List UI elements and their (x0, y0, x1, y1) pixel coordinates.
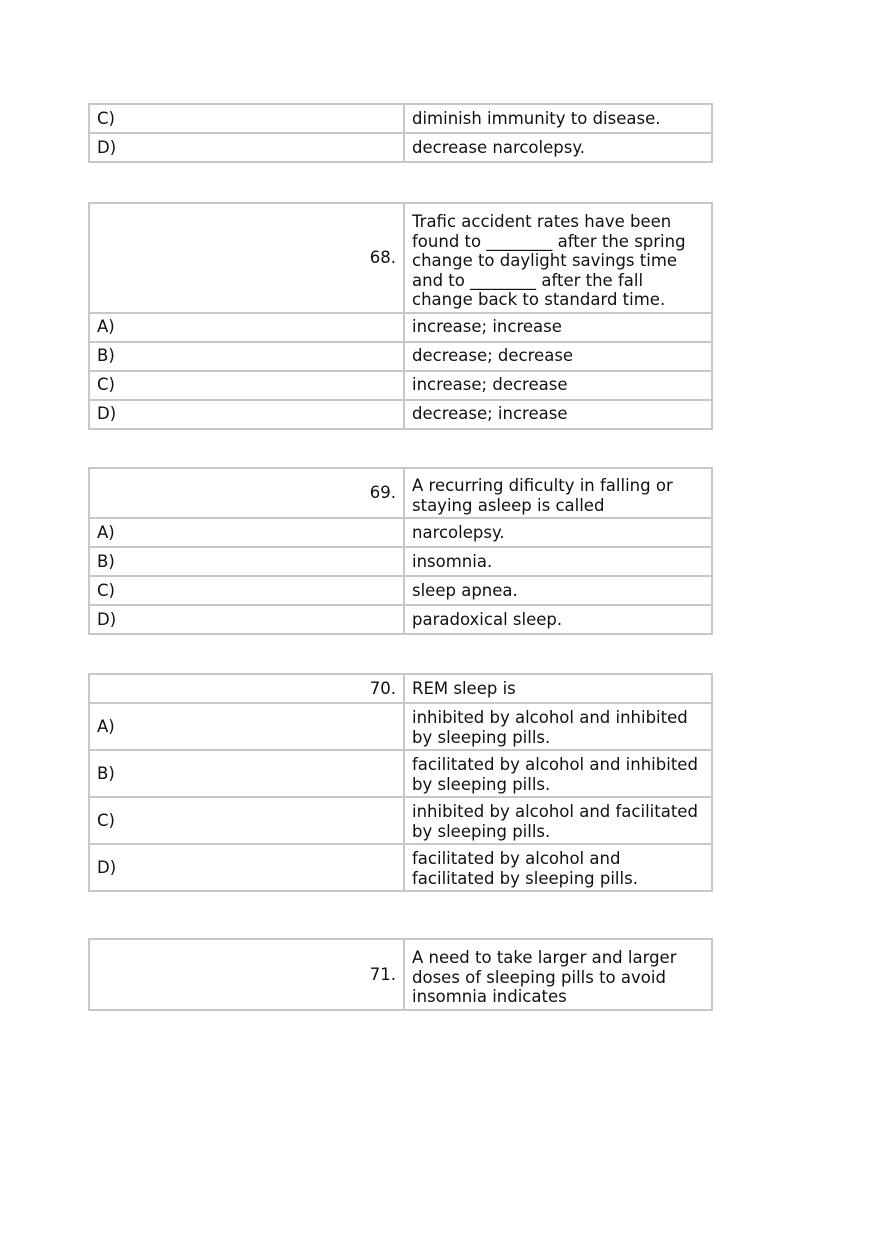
option-text: decrease; increase (404, 400, 712, 429)
question-number: 71. (89, 939, 404, 1010)
option-label: D) (89, 400, 404, 429)
question-stem: A need to take larger and larger doses of sleeping pills to avoid insomnia indicates (404, 939, 712, 1010)
option-label: D) (89, 844, 404, 891)
option-text: sleep apnea. (404, 576, 712, 605)
question-stem: Traﬁc accident rates have been found to ________ after the spring change to daylight savings time and to ________ after the fall change back to standard time. (404, 203, 712, 313)
option-row (89, 371, 712, 400)
option-row (89, 133, 712, 162)
question-row (89, 674, 712, 703)
option-text: decrease; decrease (404, 342, 712, 371)
option-text: diminish immunity to disease. (404, 104, 712, 133)
option-text: inhibited by alcohol and inhibited by sleeping pills. (404, 703, 712, 750)
option-row (89, 518, 712, 547)
question-row (89, 468, 712, 518)
option-label: B) (89, 750, 404, 797)
question-71-table (88, 938, 713, 1011)
option-row (89, 400, 712, 429)
question-stem: A recurring diﬁculty in falling or staying asleep is called (404, 468, 712, 518)
option-text: narcolepsy. (404, 518, 712, 547)
option-text: paradoxical sleep. (404, 605, 712, 634)
option-label: B) (89, 547, 404, 576)
question-stem: REM sleep is (404, 674, 712, 703)
option-label: D) (89, 133, 404, 162)
question-70-table (88, 673, 713, 892)
option-row (89, 844, 712, 891)
option-row (89, 750, 712, 797)
option-row (89, 797, 712, 844)
option-row (89, 605, 712, 634)
option-row (89, 342, 712, 371)
option-label: C) (89, 104, 404, 133)
option-row (89, 104, 712, 133)
question-69-table (88, 467, 713, 635)
question-number: 68. (89, 203, 404, 313)
option-text: insomnia. (404, 547, 712, 576)
option-row (89, 313, 712, 342)
option-text: facilitated by alcohol and inhibited by sleeping pills. (404, 750, 712, 797)
question-row (89, 939, 712, 1010)
question-number: 70. (89, 674, 404, 703)
option-row (89, 547, 712, 576)
question-67-table (88, 103, 713, 163)
question-68-table (88, 202, 713, 430)
question-row (89, 203, 712, 313)
option-row (89, 703, 712, 750)
option-label: A) (89, 518, 404, 547)
option-label: C) (89, 371, 404, 400)
option-text: decrease narcolepsy. (404, 133, 712, 162)
option-label: D) (89, 605, 404, 634)
option-label: A) (89, 703, 404, 750)
question-number: 69. (89, 468, 404, 518)
option-text: increase; increase (404, 313, 712, 342)
option-text: facilitated by alcohol and facilitated by sleeping pills. (404, 844, 712, 891)
option-row (89, 576, 712, 605)
option-label: A) (89, 313, 404, 342)
option-label: B) (89, 342, 404, 371)
option-text: increase; decrease (404, 371, 712, 400)
option-label: C) (89, 576, 404, 605)
option-text: inhibited by alcohol and facilitated by sleeping pills. (404, 797, 712, 844)
option-label: C) (89, 797, 404, 844)
